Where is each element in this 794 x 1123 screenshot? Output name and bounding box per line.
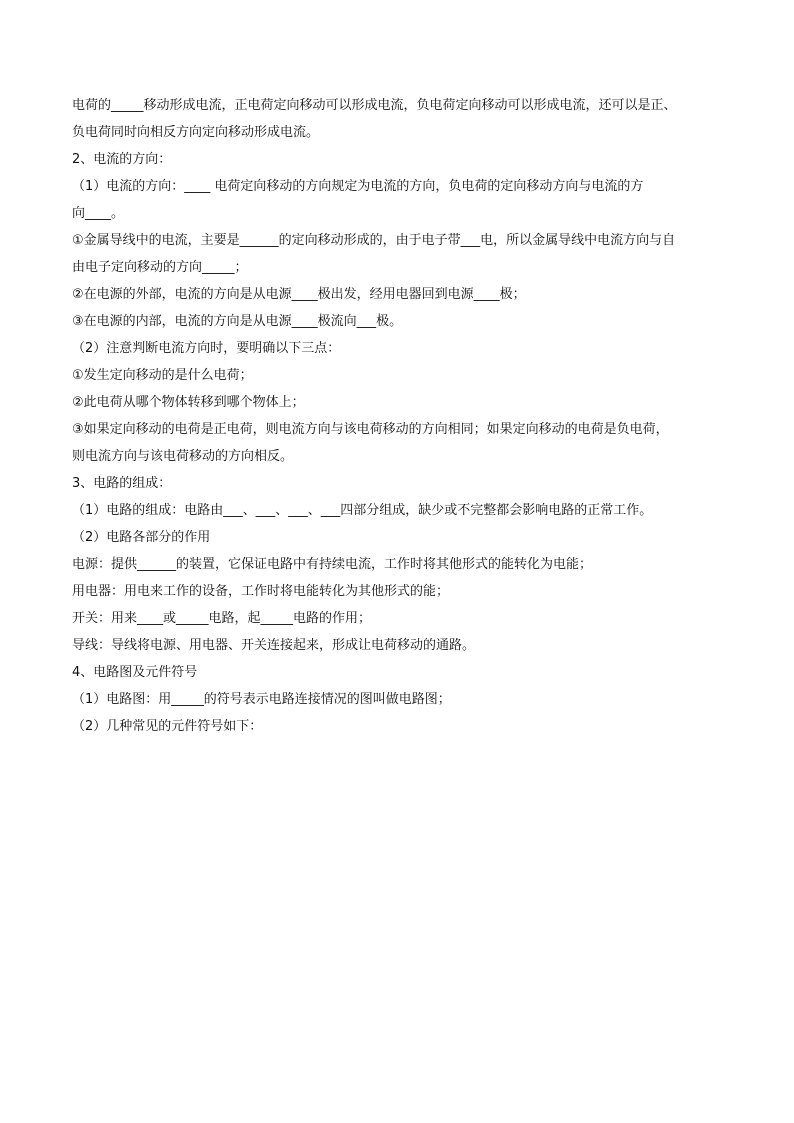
text-line-judging-current-direction: （2）注意判断电流方向时，要明确以下三点：: [72, 341, 341, 356]
text-line-circuit-diagram-definition: （1）电路图：用_____的符号表示电路连接情况的图叫做电路图；: [72, 692, 451, 707]
text-line-power-source: 电源：提供______的装置，它保证电路中有持续电流，工作时将其他形式的能转化为电能；: [72, 557, 593, 572]
text-line-metal-wire-current: ①金属导线中的电流，主要是______的定向移动形成的，由于电子带___电，所以金属导线中电流方向与自: [72, 233, 676, 248]
text-line-internal-current: ③在电源的内部，电流的方向是从电源____极流向___极。: [72, 314, 403, 329]
text-line-switch: 开关：用来____或_____电路，起_____电路的作用；: [72, 611, 372, 626]
text-line-electric-current-formation: 电荷的_____移动形成电流，正电荷定向移动可以形成电流，负电荷定向移动可以形成电流，还可以是正、: [72, 98, 677, 113]
text-line-external-current: ②在电源的外部，电流的方向是从电源____极出发，经用电器回到电源____极；: [72, 287, 526, 302]
text-line-electric-current-formation-cont: 负电荷同时向相反方向定向移动形成电流。: [72, 125, 320, 140]
text-line-component-symbols: （2）几种常见的元件符号如下：: [72, 719, 263, 734]
text-line-positive-negative-charge-cont: 则电流方向与该电荷移动的方向相反。: [72, 449, 294, 464]
text-line-wire: 导线：导线将电源、用电器、开关连接起来，形成让电荷移动的通路。: [72, 638, 476, 653]
text-line-circuit-part-functions: （2）电路各部分的作用: [72, 530, 211, 545]
text-line-which-charge: ①发生定向移动的是什么电荷；: [72, 368, 253, 383]
text-line-current-direction-definition-cont: 向____。: [72, 206, 125, 221]
text-line-positive-negative-charge: ③如果定向移动的电荷是正电荷，则电流方向与该电荷移动的方向相同；如果定向移动的电荷是负电荷，: [72, 422, 669, 437]
text-line-metal-wire-current-cont: 由电子定向移动的方向_____；: [72, 260, 248, 275]
section-heading-circuit-composition: 3、电路的组成：: [72, 476, 172, 491]
text-line-circuit-parts: （1）电路的组成：电路由___、___、___、___四部分组成，缺少或不完整都会影响电路的正常工作。: [72, 503, 653, 518]
section-heading-current-direction: 2、电流的方向：: [72, 152, 172, 167]
text-line-charge-transfer: ②此电荷从哪个物体转移到哪个物体上；: [72, 395, 305, 410]
text-line-current-direction-definition: （1）电流的方向：____ 电荷定向移动的方向规定为电流的方向，负电荷的定向移动方向与电流的方: [72, 179, 644, 194]
section-heading-circuit-diagram: 4、电路图及元件符号: [72, 665, 198, 680]
text-line-electrical-appliance: 用电器：用电来工作的设备，工作时将电能转化为其他形式的能；: [72, 584, 450, 599]
document-body: [72, 92, 732, 740]
